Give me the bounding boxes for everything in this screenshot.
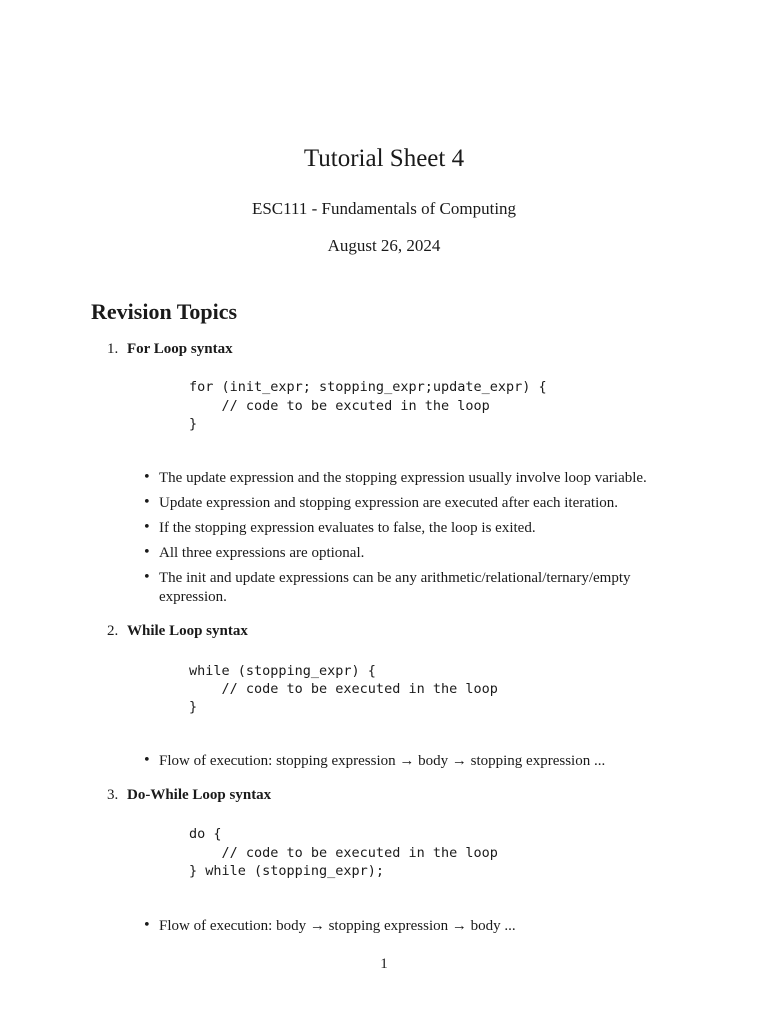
item-1-title: For Loop syntax [127, 341, 233, 357]
page-number: 1 [380, 956, 388, 972]
bullet-icon: • [143, 470, 151, 485]
item-1-code-line-3: } [189, 416, 198, 432]
item-2-code-line-1: while (stopping_expr) { [189, 663, 376, 679]
item-1-bullet-1: The update expression and the stopping expression usually involve loop variable. [159, 470, 647, 486]
item-1-bullet-4: All three expressions are optional. [159, 545, 365, 561]
bullet-icon: • [143, 918, 151, 933]
bullet-icon: • [143, 570, 151, 585]
document-title: Tutorial Sheet 4 [303, 145, 465, 172]
item-2-title: While Loop syntax [127, 623, 248, 639]
item-3-code-line-1: do { [189, 826, 222, 842]
bullet-icon: • [143, 753, 151, 768]
item-2-bullet-1: Flow of execution: stopping expression → body → stopping expression ... [159, 753, 606, 769]
item-1-number: 1. [107, 341, 119, 357]
bullet-icon: • [143, 495, 151, 510]
item-3-title: Do-While Loop syntax [127, 787, 272, 803]
item-1-code-line-2: // code to be excuted in the loop [189, 398, 490, 414]
document-date: August 26, 2024 [327, 236, 441, 255]
item-1-bullet-5: The init and update expressions can be any arithmetic/relational/ternary/empty expression. [159, 570, 631, 605]
item-2-code-line-3: } [189, 699, 198, 715]
bullet-icon: • [143, 520, 151, 535]
bullet-icon: • [143, 545, 151, 560]
item-2-code-line-2: // code to be executed in the loop [189, 681, 498, 697]
section-heading: Revision Topics [91, 299, 238, 324]
item-3-number: 3. [107, 787, 119, 803]
item-1-bullet-3: If the stopping expression evaluates to false, the loop is exited. [159, 520, 536, 536]
item-2-number: 2. [107, 623, 119, 639]
item-1-bullet-2: Update expression and stopping expression are executed after each iteration. [159, 495, 618, 511]
item-1-code-line-1: for (init_expr; stopping_expr;update_expr) { [189, 379, 547, 395]
course-name: ESC111 - Fundamentals of Computing [251, 199, 517, 218]
item-3-bullet-1: Flow of execution: body → stopping expression → body ... [159, 918, 516, 934]
item-3-code-line-2: // code to be executed in the loop [189, 845, 498, 861]
item-3-code-line-3: } while (stopping_expr); [189, 863, 385, 879]
